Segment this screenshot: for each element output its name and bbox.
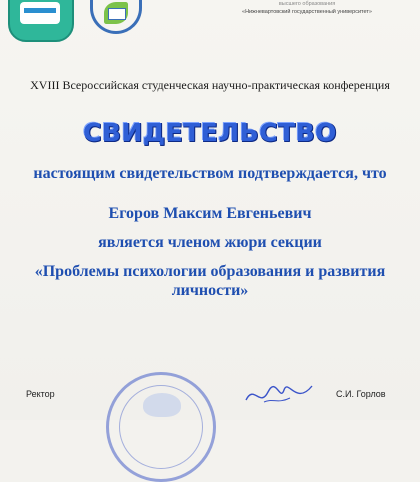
certificate-title: СВИДЕТЕЛЬСТВО	[83, 118, 337, 147]
emblem-inner	[20, 2, 60, 24]
header-line-2: «Нижневартовский государственный университет»	[242, 9, 372, 15]
recipient-name: Егоров Максим Евгеньевич	[108, 205, 312, 222]
official-seal-icon	[106, 372, 216, 482]
role-text: является членом жюри секции	[98, 234, 322, 251]
university-emblem-icon	[8, 0, 74, 42]
header-line-1: высшего образования	[278, 1, 336, 7]
university-header	[212, 0, 402, 16]
section-name: «Проблемы психологии образования и развития личности»	[34, 263, 386, 299]
emblem-stripe	[24, 8, 56, 13]
logo-book	[108, 8, 126, 20]
education-leaf-book-icon	[80, 0, 150, 36]
signatory-name: С.И. Горлов	[336, 389, 386, 399]
signatory-position: Ректор	[26, 389, 55, 399]
seal-center	[143, 393, 181, 417]
handwritten-signature	[244, 380, 314, 410]
conference-name: XVIII Всероссийская студенческая научно-практическая конференция	[30, 78, 390, 92]
statement-text: настоящим свидетельством подтверждается, что	[33, 165, 387, 182]
